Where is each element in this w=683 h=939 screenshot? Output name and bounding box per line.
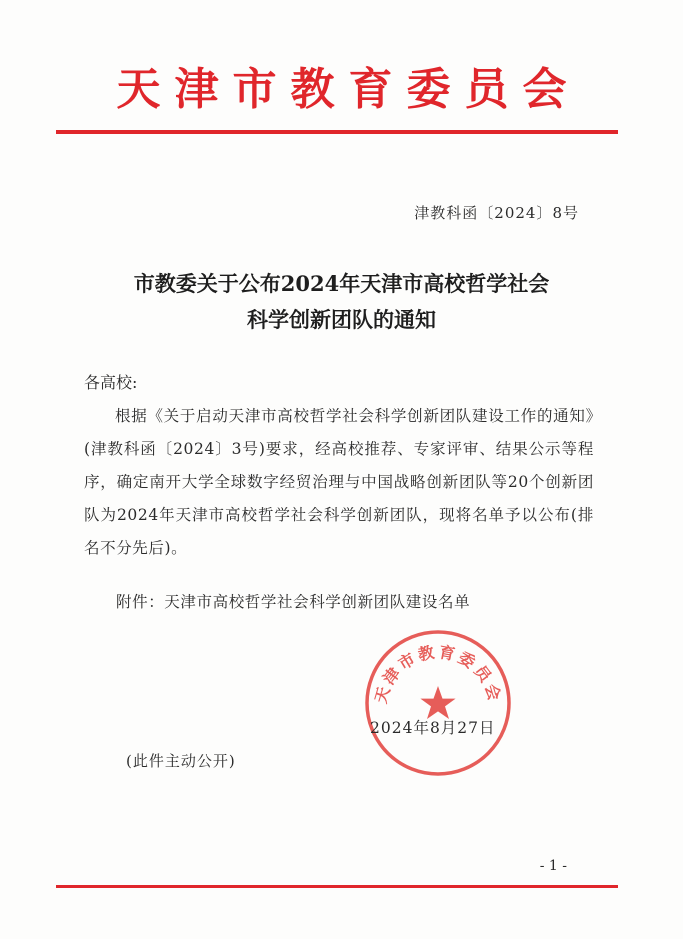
document-title bbox=[0, 266, 683, 338]
header-red-rule bbox=[56, 130, 618, 134]
document-number: 津教科函〔2024〕8号 bbox=[414, 204, 579, 222]
page-number: - 1 - bbox=[539, 858, 567, 874]
body-paragraph: 根据《关于启动天津市高校哲学社会科学创新团队建设工作的通知》(津教科函〔2024〕3号)要求，经高校推荐、专家评审、结果公示等程序，确定南开大学全球数字经贸治理与中国战略创新团队等20个创新团队为2024年天津市高校哲学社会科学创新团队，现将名单予以公布(排名不分先后)。 bbox=[84, 407, 594, 557]
title-line-2: 科学创新团队的通知 bbox=[247, 307, 436, 332]
seal-text: 天津市教育委员会 bbox=[371, 642, 505, 706]
footer-red-rule bbox=[56, 885, 618, 888]
signature-date: 2024年8月27日 bbox=[370, 719, 496, 737]
title-line-1: 市教委关于公布2024年天津市高校哲学社会 bbox=[133, 271, 550, 296]
attachment-line: 附件：天津市高校哲学社会科学创新团队建设名单 bbox=[116, 593, 471, 611]
official-seal bbox=[363, 628, 513, 778]
salutation: 各高校: bbox=[84, 373, 138, 392]
public-note: (此件主动公开) bbox=[126, 752, 236, 770]
star-icon bbox=[420, 686, 455, 719]
organization-header: 天津市教育委员会 bbox=[116, 64, 581, 115]
